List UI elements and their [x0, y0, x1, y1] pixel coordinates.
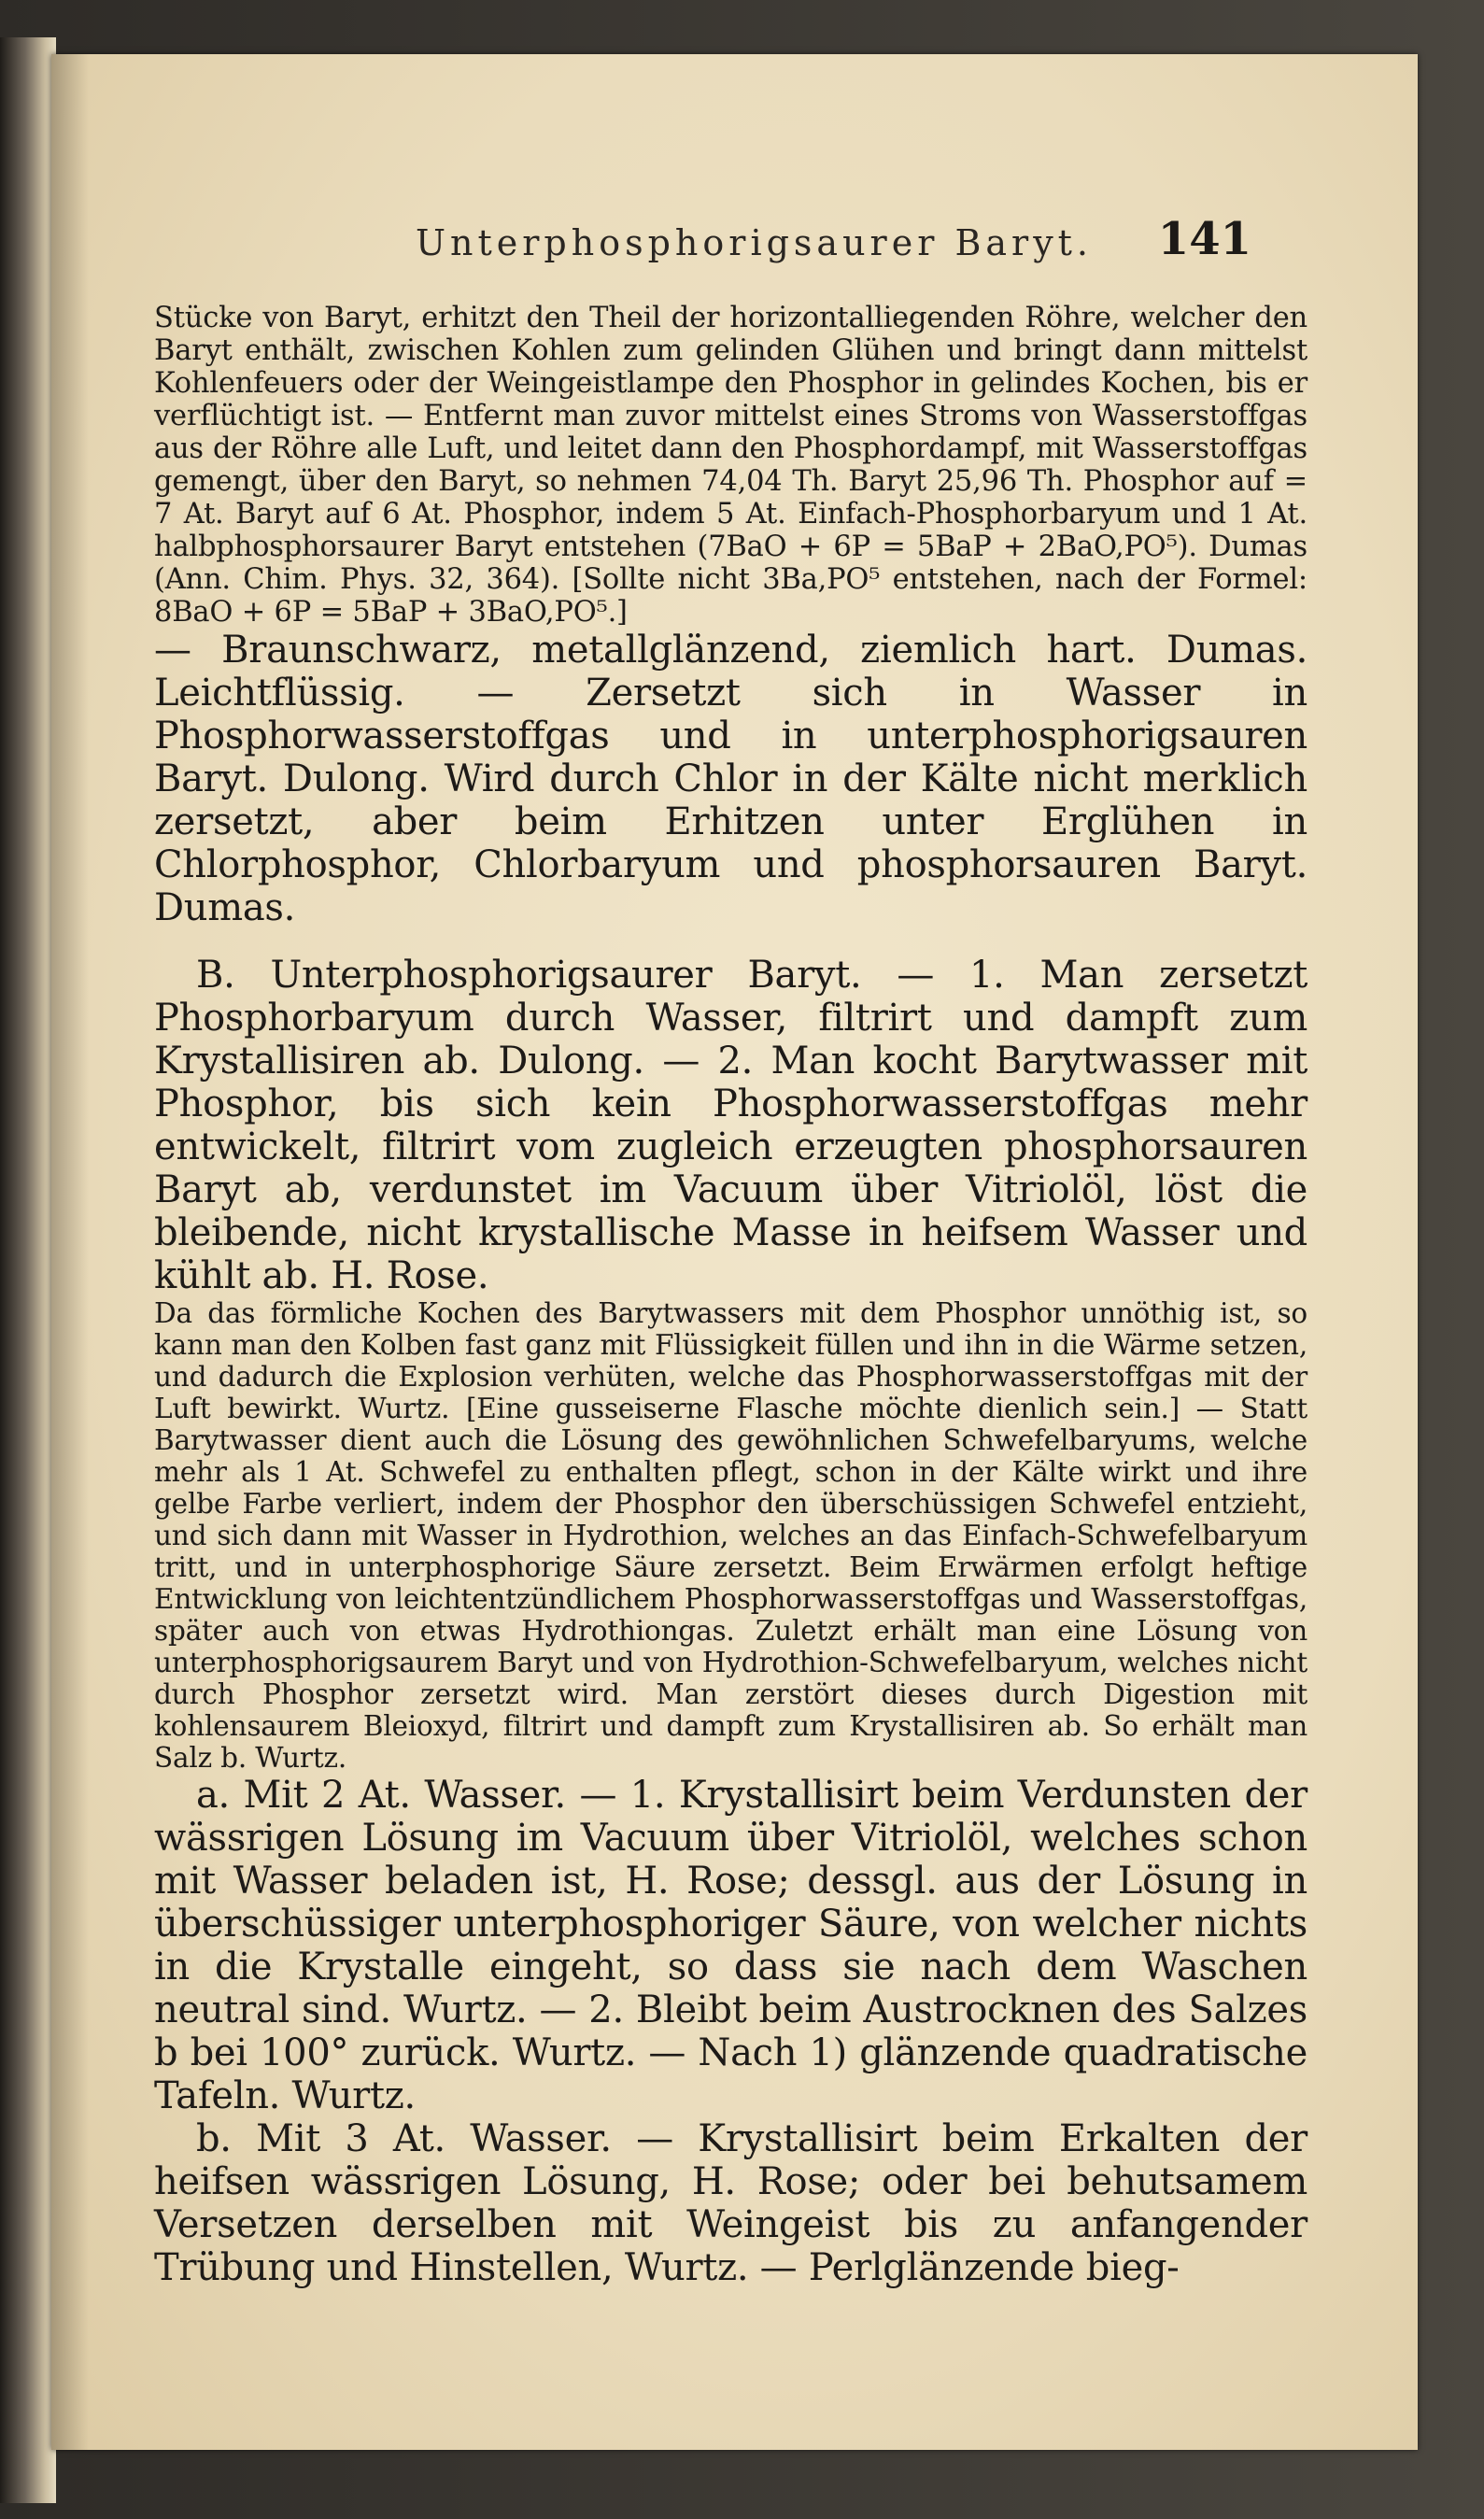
section-b-hypophosphite-preparation: B. Unterphosphorigsaurer Baryt. — 1. Man zersetzt Phosphorbaryum durch Wasser, filtrirt und dampft zum Krystallisiren ab. Dulong. — 2. Man kocht Barytwasser mit Phosphor, bis sich kein Phosphorwasserstoffgas mehr entwickelt, filtrirt vom zugleich erzeugten phosphorsauren Baryt ab, verdunstet im Vacuum über Vitriolöl, löst die bleibende, nicht krystallische Masse in heifsem Wasser und kühlt ab. H. Rose. — [154, 954, 1307, 1297]
paragraph-wurtz-note: Da das förmliche Kochen des Barytwassers mit dem Phosphor unnöthig ist, so kann man den Kolben fast ganz mit Flüssigkeit füllen und ihn in die Wärme setzen, und dadurch die Explosion verhüten, welche das Phosphorwasserstoffgas mit der Luft bewirkt. Wurtz. [Eine gusseiserne Flasche möchte dienlich sein.] — Statt Barytwasser dient auch die Lösung des gewöhnlichen Schwefelbaryums, welche mehr als 1 At. Schwefel zu enthalten pflegt, schon in der Kälte wirkt und ihre gelbe Farbe verliert, indem der Phosphor den überschüssigen Schwefel entzieht, und sich dann mit Wasser in Hydrothion, welches an das Einfach-Schwefelbaryum tritt, und in unterphosphorige Säure zersetzt. Beim Erwärmen erfolgt heftige Entwicklung von leichtentzündlichem Phosphorwasserstoffgas und Wasserstoffgas, später auch von etwas Hydrothiongas. Zuletzt erhält man eine Lösung von unterphosphorigsaurem Baryt und von Hydrothion-Schwefelbaryum, welches nicht durch Phosphor zersetzt wird. Man zerstört dieses durch Digestion mit kohlensaurem Bleioxyd, filtrirt und dampft zum Krystallisiren ab. So erhält man Salz b. Wurtz. — [154, 1297, 1307, 1774]
paragraph-form-b: b. Mit 3 At. Wasser. — Krystallisirt beim Erkalten der heifsen wässrigen Lösung, H. Rose; oder bei behutsamem Versetzen derselben mit Weingeist bis zu anfangender Trübung und Hinstellen, Wurtz. — Perlglänzende bieg- — [154, 2117, 1307, 2289]
gutter-shadow — [51, 54, 89, 2450]
paragraph-barium-phosphide-preparation: Stücke von Baryt, erhitzt den Theil der horizontalliegenden Röhre, welcher den Baryt enthält, zwischen Kohlen zum gelinden Glühen und bringt dann mittelst Kohlenfeuers oder der Weingeistlampe den Phosphor in gelindes Kochen, bis er verflüchtigt ist. — Entfernt man zuvor mittelst eines Stroms von Wasserstoffgas aus der Röhre alle Luft, und leitet dann den Phosphordampf, mit Wasserstoffgas gemengt, über den Baryt, so nehmen 74,04 Th. Baryt 25,96 Th. Phosphor auf = 7 At. Baryt auf 6 At. Phosphor, indem 5 At. Einfach-Phosphorbaryum und 1 At. halbphosphorsaurer Baryt entstehen (7BaO + 6P = 5BaP + 2BaO,PO⁵). Dumas (Ann. Chim. Phys. 32, 364). [Sollte nicht 3Ba,PO⁵ entstehen, nach der Formel: 8BaO + 6P = 5BaP + 3BaO,PO⁵.] — [154, 302, 1307, 629]
paragraph-barium-phosphide-properties: — Braunschwarz, metallglänzend, ziemlich hart. Dumas. Leichtflüssig. — Zersetzt sich in Wasser in Phosphorwasserstoffgas und in unterphosphorigsauren Baryt. Dulong. Wird durch Chlor in der Kälte nicht merklich zersetzt, aber beim Erhitzen unter Erglühen in Chlorphosphor, Chlorbaryum und phosphorsauren Baryt. Dumas. — [154, 629, 1307, 929]
paragraph-form-a: a. Mit 2 At. Wasser. — 1. Krystallisirt beim Verdunsten der wässrigen Lösung im Vacuum über Vitriolöl, welches schon mit Wasser beladen ist, H. Rose; dessgl. aus der Lösung in überschüssiger unterphosphoriger Säure, von welcher nichts in die Krystalle eingeht, so dass sie nach dem Waschen neutral sind. Wurtz. — 2. Bleibt beim Austrocknen des Salzes b bei 100° zurück. Wurtz. — Nach 1) glänzende quadratische Tafeln. Wurtz. — [154, 1774, 1307, 2117]
page-header — [369, 213, 1303, 278]
book-page — [51, 54, 1418, 2450]
section-gap — [154, 929, 1307, 954]
page-body — [154, 302, 1307, 2289]
page-number: 141 — [1157, 213, 1251, 265]
running-title: Unterphosphorigsaurer Baryt. — [416, 222, 1094, 263]
book-spine — [0, 37, 56, 2503]
